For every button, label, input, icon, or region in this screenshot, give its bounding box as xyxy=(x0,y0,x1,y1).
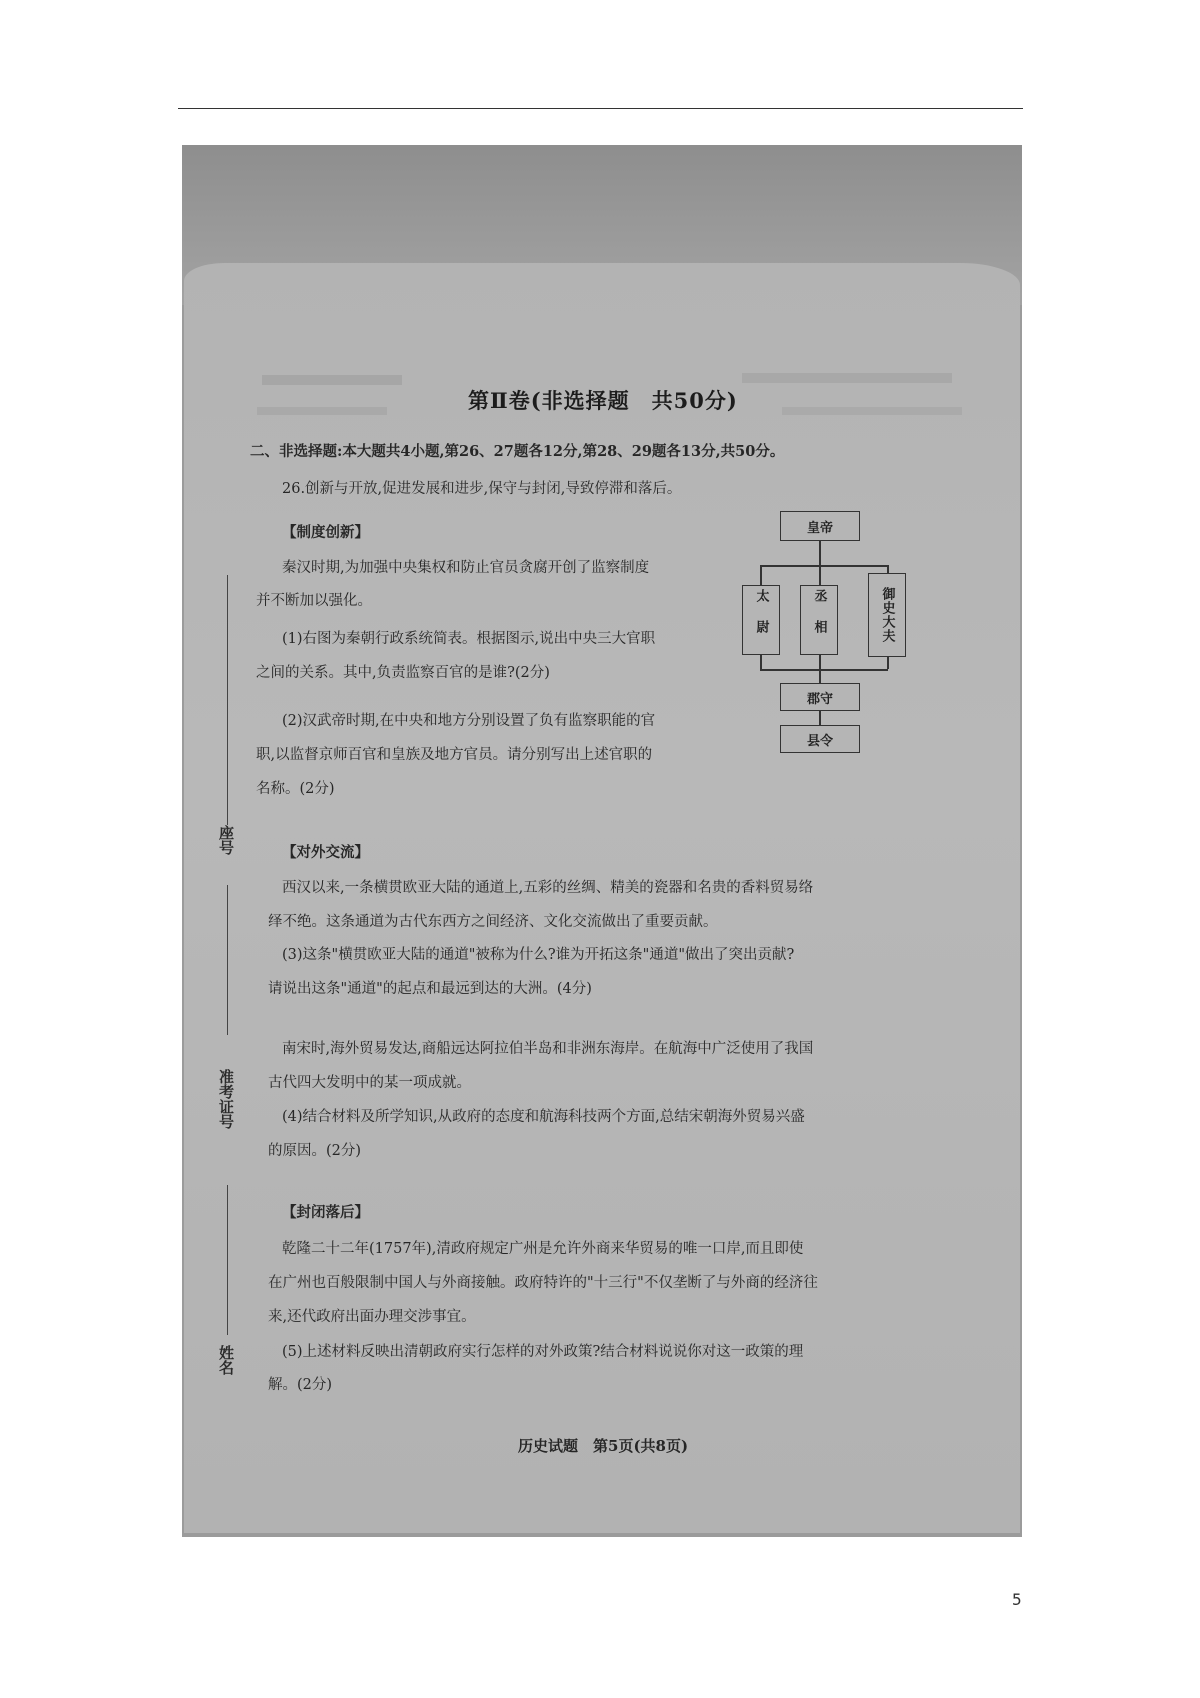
bleed-through-mark xyxy=(742,373,952,383)
top-rule xyxy=(178,108,1023,109)
seat-number-label: 座号 xyxy=(217,825,235,855)
diagram-connector xyxy=(819,669,821,683)
diagram-connector xyxy=(760,669,888,671)
sec3-para-line: 来,还代政府出面办理交涉事宜。 xyxy=(268,1309,476,1325)
part-heading: 二、非选择题:本大题共4小题,第26、27题各12分,第28、29题各13分,共50分。 xyxy=(250,443,785,460)
sec2-heading: 【对外交流】 xyxy=(282,844,369,861)
sec1-para-line: 并不断加以强化。 xyxy=(256,593,372,609)
question-3-line: (3)这条"横贯欧亚大陆的通道"被称为什么?谁为开拓这条"通道"做出了突出贡献? xyxy=(282,947,795,963)
page-number: 5 xyxy=(1012,1590,1022,1609)
sec1-heading: 【制度创新】 xyxy=(282,524,369,541)
q26-intro: 26.创新与开放,促进发展和进步,保守与封闭,导致停滞和落后。 xyxy=(282,481,682,497)
diagram-box-junshou: 郡守 xyxy=(780,683,860,711)
question-1-line: (1)右图为秦朝行政系统简表。根据图示,说出中央三大官职 xyxy=(282,631,656,647)
sec2-para2-line: 南宋时,海外贸易发达,商船远达阿拉伯半岛和非洲东海岸。在航海中广泛使用了我国 xyxy=(282,1041,814,1057)
bleed-through-mark xyxy=(262,375,402,385)
sec3-para-line: 乾隆二十二年(1757年),清政府规定广州是允许外商来华贸易的唯一口岸,而且即使 xyxy=(282,1241,804,1257)
diagram-box-chengxiang: 丞相 xyxy=(800,585,838,655)
diagram-connector xyxy=(887,657,889,669)
diagram-connector xyxy=(760,565,762,585)
diagram-connector xyxy=(819,565,821,585)
sec3-heading: 【封闭落后】 xyxy=(282,1204,369,1221)
question-5-line: (5)上述材料反映出清朝政府实行怎样的对外政策?结合材料说说你对这一政策的理 xyxy=(282,1344,804,1360)
question-1-line: 之间的关系。其中,负责监察百官的是谁?(2分) xyxy=(256,665,550,681)
margin-line xyxy=(227,885,228,1035)
question-4-line: 的原因。(2分) xyxy=(268,1143,362,1159)
diagram-connector xyxy=(819,711,821,725)
question-3-line: 请说出这条"通道"的起点和最远到达的大洲。(4分) xyxy=(268,981,592,997)
exam-id-label: 准考证号 xyxy=(217,1069,235,1129)
sec3-para-line: 在广州也百般限制中国人与外商接触。政府特许的"十三行"不仅垄断了与外商的经济往 xyxy=(268,1275,818,1291)
question-2-line: (2)汉武帝时期,在中央和地方分别设置了负有监察职能的官 xyxy=(282,713,656,729)
diagram-box-yushi: 御史大夫 xyxy=(868,573,906,657)
sec2-para2-line: 古代四大发明中的某一项成就。 xyxy=(268,1075,471,1091)
bleed-through-mark xyxy=(257,407,387,415)
question-4-line: (4)结合材料及所学知识,从政府的态度和航海科技两个方面,总结宋朝海外贸易兴盛 xyxy=(282,1109,805,1125)
bleed-through-mark xyxy=(782,407,962,415)
diagram-box-taiwei: 太尉 xyxy=(742,585,780,655)
diagram-connector xyxy=(760,565,888,567)
name-label: 姓名 xyxy=(217,1345,235,1375)
diagram-connector xyxy=(819,541,821,565)
question-2-line: 名称。(2分) xyxy=(256,781,335,797)
diagram-connector xyxy=(819,655,821,669)
diagram-box-xianling: 县令 xyxy=(780,725,860,753)
section-title: 第Ⅱ卷(非选择题 共50分) xyxy=(468,388,738,413)
margin-line xyxy=(227,575,228,825)
sec2-para-line: 西汉以来,一条横贯欧亚大陆的通道上,五彩的丝绸、精美的瓷器和名贵的香料贸易络 xyxy=(282,880,814,896)
sec1-para-line: 秦汉时期,为加强中央集权和防止官员贪腐开创了监察制度 xyxy=(282,560,650,576)
diagram-box-emperor: 皇帝 xyxy=(780,511,860,541)
diagram-connector xyxy=(760,655,762,669)
sec2-para-line: 绎不绝。这条通道为古代东西方之间经济、文化交流做出了重要贡献。 xyxy=(268,914,718,930)
question-5-line: 解。(2分) xyxy=(268,1377,333,1393)
question-2-line: 职,以监督京师百官和皇族及地方官员。请分别写出上述官职的 xyxy=(256,747,653,763)
margin-line xyxy=(227,1185,228,1335)
page-footer: 历史试题 第5页(共8页) xyxy=(518,1437,689,1455)
scanned-exam-photo xyxy=(182,145,1022,1537)
